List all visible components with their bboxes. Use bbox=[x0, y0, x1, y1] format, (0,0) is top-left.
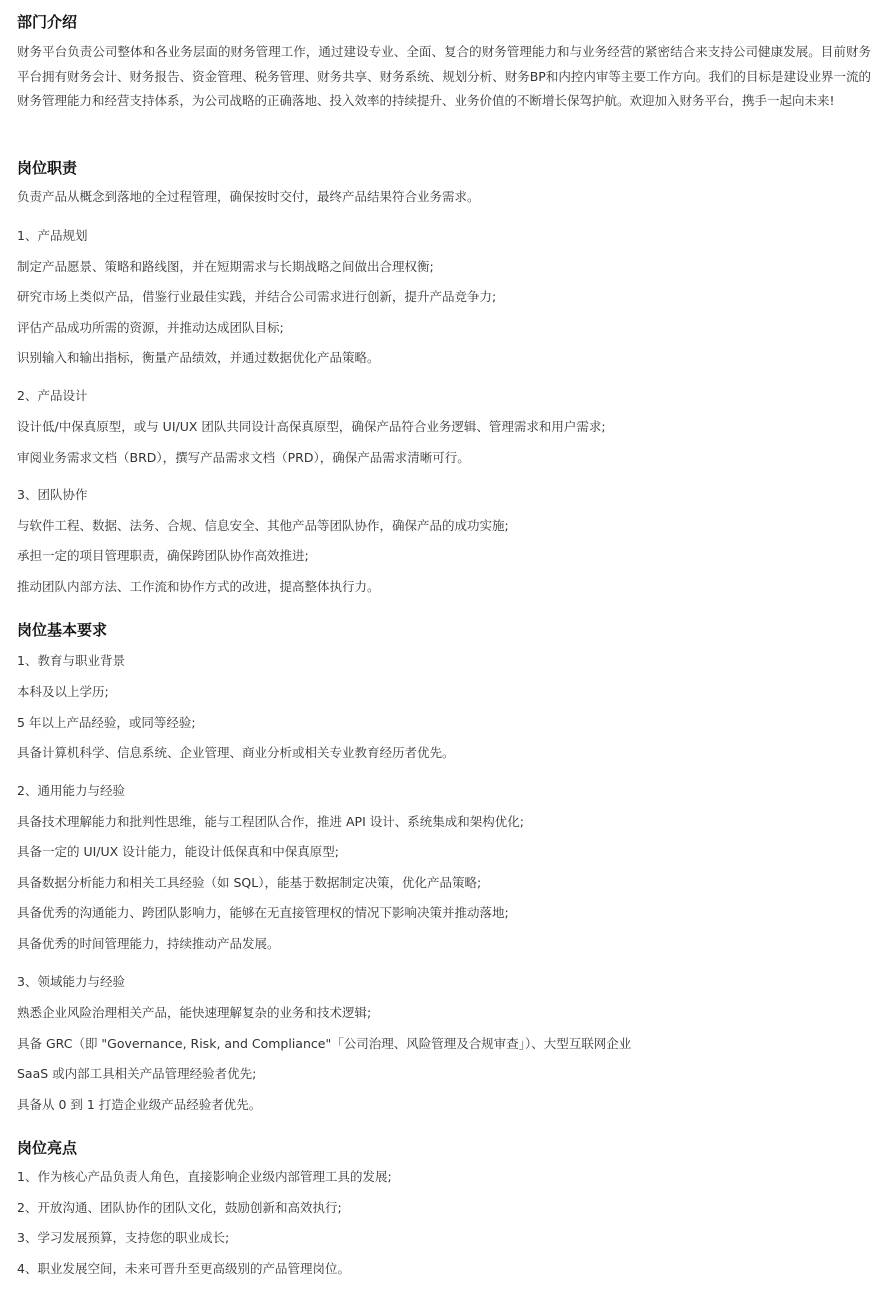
responsibility-item: 设计低/中保真原型，或与 UI/UX 团队共同设计高保真原型，确保产品符合业务逻辑、管理需求和用户需求; bbox=[17, 419, 606, 434]
requirement-item: 具备从 0 到 1 打造企业级产品经验者优先。 bbox=[17, 1097, 262, 1112]
requirement-item: 具备计算机科学、信息系统、企业管理、商业分析或相关专业教育经历者优先。 bbox=[17, 745, 455, 760]
requirement-item: 熟悉企业风险治理相关产品，能快速理解复杂的业务和技术逻辑; bbox=[17, 1005, 372, 1020]
requirement-item: 具备技术理解能力和批判性思维，能与工程团队合作，推进 API 设计、系统集成和架构优化; bbox=[17, 814, 524, 829]
highlights-heading: 岗位亮点 bbox=[17, 1139, 78, 1157]
responsibility-item: 识别输入和输出指标，衡量产品绩效，并通过数据优化产品策略。 bbox=[17, 350, 380, 365]
requirements-heading: 岗位基本要求 bbox=[17, 621, 108, 639]
responsibility-group-title: 1、产品规划 bbox=[17, 228, 88, 243]
requirement-item: 5 年以上产品经验，或同等经验; bbox=[17, 715, 196, 730]
requirement-item: 具备数据分析能力和相关工具经验（如 SQL），能基于数据制定决策，优化产品策略; bbox=[17, 875, 482, 890]
responsibility-item: 与软件工程、数据、法务、合规、信息安全、其他产品等团队协作，确保产品的成功实施; bbox=[17, 518, 509, 533]
responsibility-group-title: 2、产品设计 bbox=[17, 388, 88, 403]
requirement-group-title: 2、通用能力与经验 bbox=[17, 783, 125, 798]
department-heading: 部门介绍 bbox=[17, 13, 78, 31]
responsibility-item: 承担一定的项目管理职责，确保跨团队协作高效推进; bbox=[17, 548, 309, 563]
requirement-item: 具备一定的 UI/UX 设计能力，能设计低保真和中保真原型; bbox=[17, 844, 339, 859]
requirement-item: 本科及以上学历; bbox=[17, 684, 109, 699]
requirement-item: SaaS 或内部工具相关产品管理经验者优先; bbox=[17, 1066, 257, 1081]
requirement-item: 具备优秀的时间管理能力，持续推动产品发展。 bbox=[17, 936, 280, 951]
highlight-item: 3、学习发展预算，支持您的职业成长; bbox=[17, 1230, 230, 1245]
responsibility-item: 审阅业务需求文档（BRD），撰写产品需求文档（PRD），确保产品需求清晰可行。 bbox=[17, 450, 470, 465]
department-intro: 财务平台负责公司整体和各业务层面的财务管理工作，通过建设专业、全面、复合的财务管理能力和与业务经营的紧密结合来支持公司健康发展。目前财务平台拥有财务会计、财务报告、资金管理、税务管理、财务共享、财务系统、规划分析、财务BP和内控内审等主要工作方向。我们的目标是建设业界一流的财务管理能力和经营支持体系，为公司战略的正确落地、投入效率的持续提升、业务价值的不断增长保驾护航。欢迎加入财务平台，携手一起向未来! bbox=[17, 44, 871, 108]
requirement-item: 具备 GRC（即 "Governance, Risk, and Compliance"「公司治理、风险管理及合规审查」）、大型互联网企业 bbox=[17, 1036, 632, 1051]
responsibilities-summary: 负责产品从概念到落地的全过程管理，确保按时交付，最终产品结果符合业务需求。 bbox=[17, 189, 480, 204]
responsibilities-heading: 岗位职责 bbox=[17, 159, 78, 177]
highlight-item: 1、作为核心产品负责人角色，直接影响企业级内部管理工具的发展; bbox=[17, 1169, 392, 1184]
responsibility-item: 研究市场上类似产品，借鉴行业最佳实践，并结合公司需求进行创新，提升产品竞争力; bbox=[17, 289, 497, 304]
requirement-item: 具备优秀的沟通能力、跨团队影响力，能够在无直接管理权的情况下影响决策并推动落地; bbox=[17, 905, 509, 920]
responsibility-item: 评估产品成功所需的资源，并推动达成团队目标; bbox=[17, 320, 284, 335]
responsibility-group-title: 3、团队协作 bbox=[17, 487, 88, 502]
highlight-item: 4、职业发展空间，未来可晋升至更高级别的产品管理岗位。 bbox=[17, 1261, 350, 1276]
highlight-item: 2、开放沟通、团队协作的团队文化，鼓励创新和高效执行; bbox=[17, 1200, 342, 1215]
responsibility-item: 推动团队内部方法、工作流和协作方式的改进，提高整体执行力。 bbox=[17, 579, 380, 594]
requirement-group-title: 3、领域能力与经验 bbox=[17, 974, 125, 989]
requirement-group-title: 1、教育与职业背景 bbox=[17, 653, 125, 668]
responsibility-item: 制定产品愿景、策略和路线图，并在短期需求与长期战略之间做出合理权衡; bbox=[17, 259, 434, 274]
